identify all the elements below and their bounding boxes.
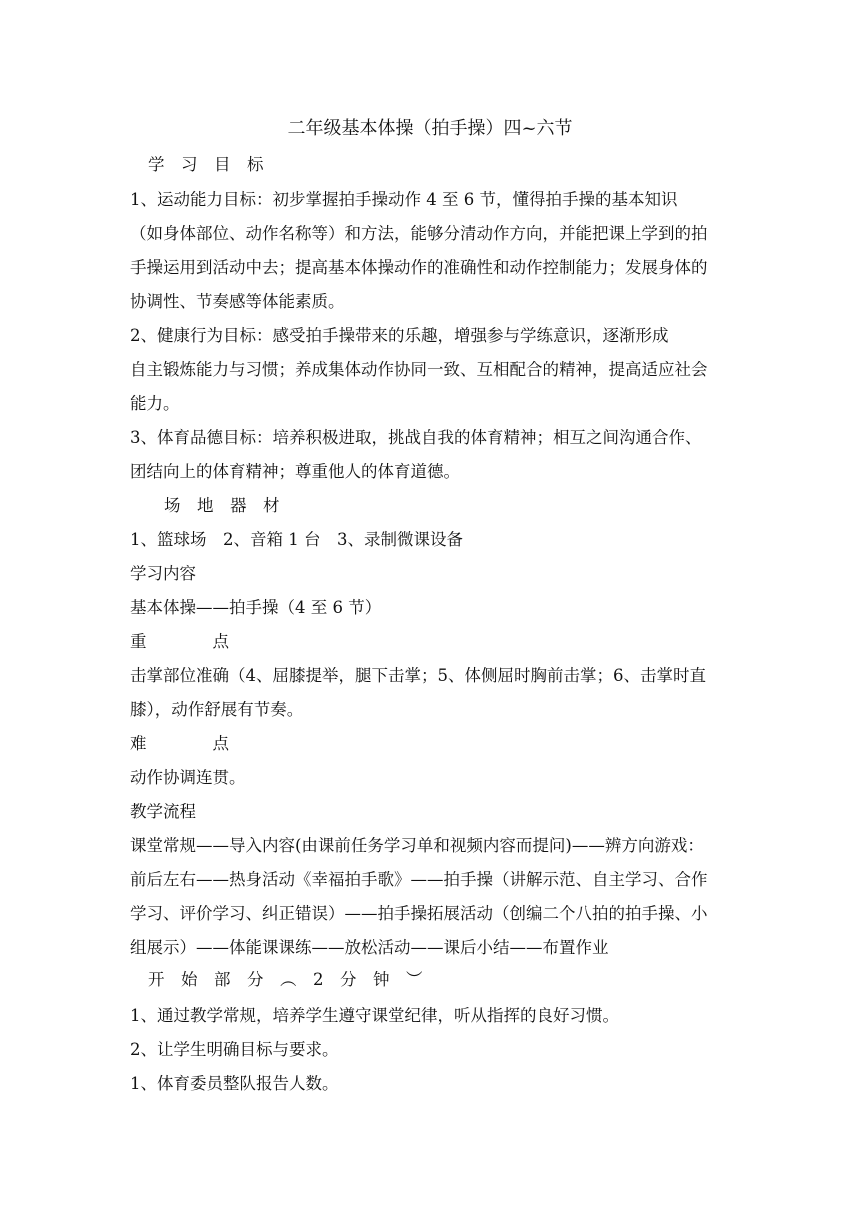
key-points-line-1: 击掌部位准确（4、屈膝提举，腿下击掌；5、体侧屈时胸前击掌；6、击掌时直 [130,666,706,685]
goal-3-line-2: 团结向上的体育精神；尊重他人的体育道德。 [130,462,460,481]
key-points-line-2: 膝），动作舒展有节奏。 [130,700,304,719]
heading-equipment: 场 地 器 材 [164,496,280,515]
goal-2-line-3: 能力。 [130,394,180,413]
teaching-flow-line-2: 前后左右——热身活动《幸福拍手歌》——拍手操（讲解示范、自主学习、合作 [130,870,708,889]
heading-learning-goals: 学 习 目 标 [148,155,264,174]
document-title: 二年级基本体操（拍手操）四~六节 [287,118,573,139]
start-item-1: 1、通过教学常规，培养学生遵守课堂纪律，听从指挥的良好习惯。 [130,1006,619,1025]
learning-content: 基本体操——拍手操（4 至 6 节） [130,598,382,617]
heading-start-section: 开 始 部 分 ︵ 2 分 钟 ︶ [148,970,423,989]
start-item-3: 1、体育委员整队报告人数。 [130,1074,339,1093]
heading-key-points: 重 点 [130,632,229,651]
difficult-points: 动作协调连贯。 [130,768,246,787]
goal-1-line-4: 协调性、节奏感等体能素质。 [130,292,345,311]
heading-difficult-points: 难 点 [130,734,229,753]
equipment-list: 1、篮球场 2、音箱 1 台 3、录制微课设备 [130,530,463,549]
teaching-flow-line-4: 组展示）——体能课课练——放松活动——课后小结——布置作业 [130,938,609,957]
start-item-2: 2、让学生明确目标与要求。 [130,1040,339,1059]
goal-2-line-2: 自主锻炼能力与习惯；养成集体动作协同一致、互相配合的精神，提高适应社会 [130,360,708,379]
goal-1-line-2: （如身体部位、动作名称等）和方法，能够分清动作方向，并能把课上学到的拍 [130,224,708,243]
teaching-flow-line-1: 课堂常规——导入内容(由课前任务学习单和视频内容而提问)——辨方向游戏： [130,836,704,855]
heading-learning-content: 学习内容 [130,564,196,583]
goal-1-line-3: 手操运用到活动中去；提高基本体操动作的准确性和动作控制能力；发展身体的 [130,258,708,277]
heading-teaching-flow: 教学流程 [130,802,196,821]
goal-3-line-1: 3、体育品德目标：培养积极进取，挑战自我的体育精神；相互之间沟通合作、 [130,428,702,447]
teaching-flow-line-3: 学习、评价学习、纠正错误）——拍手操拓展活动（创编二个八拍的拍手操、小 [130,904,708,923]
goal-1-line-1: 1、运动能力目标：初步掌握拍手操动作 4 至 6 节，懂得拍手操的基本知识 [130,190,678,209]
goal-2-line-1: 2、健康行为目标：感受拍手操带来的乐趣，增强参与学练意识，逐渐形成 [130,326,669,345]
